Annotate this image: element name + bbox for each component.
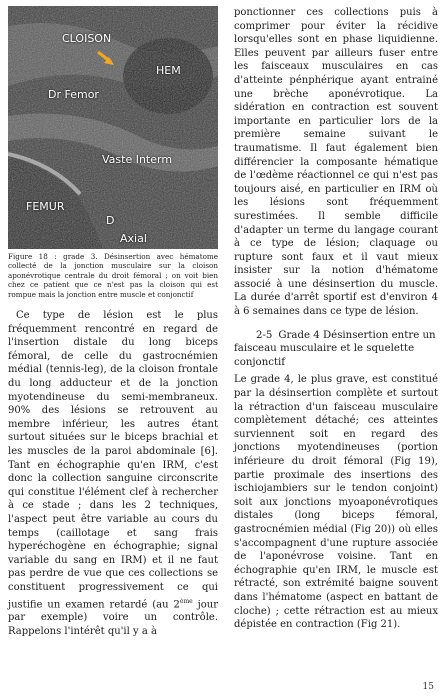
label-cloison: CLOISON [62,32,112,45]
figure-caption: Figure 18 : grade 3. Désinsertion avec hématome collecté de la jonction musculaire sur la cloison aponévrotique centrale du droit fémoral ; on voit bien chez ce patient que ce n'est pas la cloison qui est rompue mais la jonction entre muscle et conjonctif [8,252,218,299]
left-column [8,6,218,639]
page-number: 15 [422,682,434,692]
ultrasound-image [8,6,218,249]
left-paragraph [8,309,218,639]
right-paragraph-1: ponctionner ces collections puis à comprimer pour éviter la récidive lorsqu'elles sont en phase liquidienne. Elles peuvent par ailleurs fuser entre les faisceaux musculaires en cas d'atteinte pénphérique ayant entrainé une brèche aponévrotique. La sidération en contraction est souvent importante en particulier lors de la première semaine suivant le traumatisme. Il faut également bien différencier la composante hématique de l'œdème réactionnel ce qui n'est pas toujours aisé, en particulier en IRM où les lésions sont fréquemment surestimées. Il semble difficile d'adapter un terme du langage courant à ce type de lésion; claquage ou rupture sont faux et il vaut mieux insister sur la notion d'hématome associé à une désinsertion du muscle. La durée d'arrêt sportif est d'environ 4 à 6 semaines dans ce type de lésion. [234,7,438,318]
section-number: 2-5 [256,329,273,341]
label-dr-femor: Dr Femor [48,88,99,101]
left-text-main: Ce type de lésion est le plus fréquemment rencontré en regard de l'insertion distale du long biceps fémoral, de celle du gastrocnémien médial (tennis-leg), de la cloison frontale du long adducteur et de la jonction myotendineuse du semi-membraneux. 90% des lésions se retrouvent au membre inférieur, les autres étant surtout situées sur le biceps brachial et les muscles de la paroi abdominale [6]. Tant en échographie qu'en IRM, c'est donc la collection sanguine circonscrite qui constitue l'élément clef à rechercher à ce stade ; dans les 2 techniques, l'aspect peut être variable au cours du temps (caillotage et sang frais hyperéchogène en échographie; signal variable du sang en IRM) et il ne faut pas perdre de vue que ces collections se constituent progressivement ce qui justifie un examen retardé (au 2 [8,310,218,610]
label-femur: FEMUR [26,200,65,213]
label-hem: HEM [156,64,181,77]
label-vaste-interm: Vaste Interm [102,153,173,166]
right-paragraph-2: Le grade 4, le plus grave, est constitué par la désinsertion complète et surtout la rétraction d'un faisceau musculaire complètement détaché; ces atteintes surviennent soit en regard des jonctions myotendineuses (portion inférieure du droit fémoral (Fig 19), partie proximale des insertions des ischiojambiers sur le tendon conjoint) soit aux jonctions myoaponévrotiques distales (long biceps fémoral, gastrocnémien médial (Fig 20)) où elles s'accompagnent d'une rupture associée de l'aponévrose voisine. Tant en échographie qu'en IRM, le muscle est rétracté, son extrémité baigne souvent dans l'hématome (aspect en battant de cloche) ; cette rétraction est au mieux dépistée en contraction (Fig 21). [234,374,438,631]
section-heading [234,329,438,370]
section-title: Grade 4 Désinsertion entre un faisceau musculaire et le squelette conjonctif [234,329,436,368]
left-text-sup: ème [179,597,193,605]
label-axial: Axial [120,232,147,245]
label-d: D [106,214,115,227]
right-column [234,6,438,632]
left-text-end: jour par exemple) voire un contrôle. Rappelons l'intérêt qu'il y a à [8,598,218,638]
